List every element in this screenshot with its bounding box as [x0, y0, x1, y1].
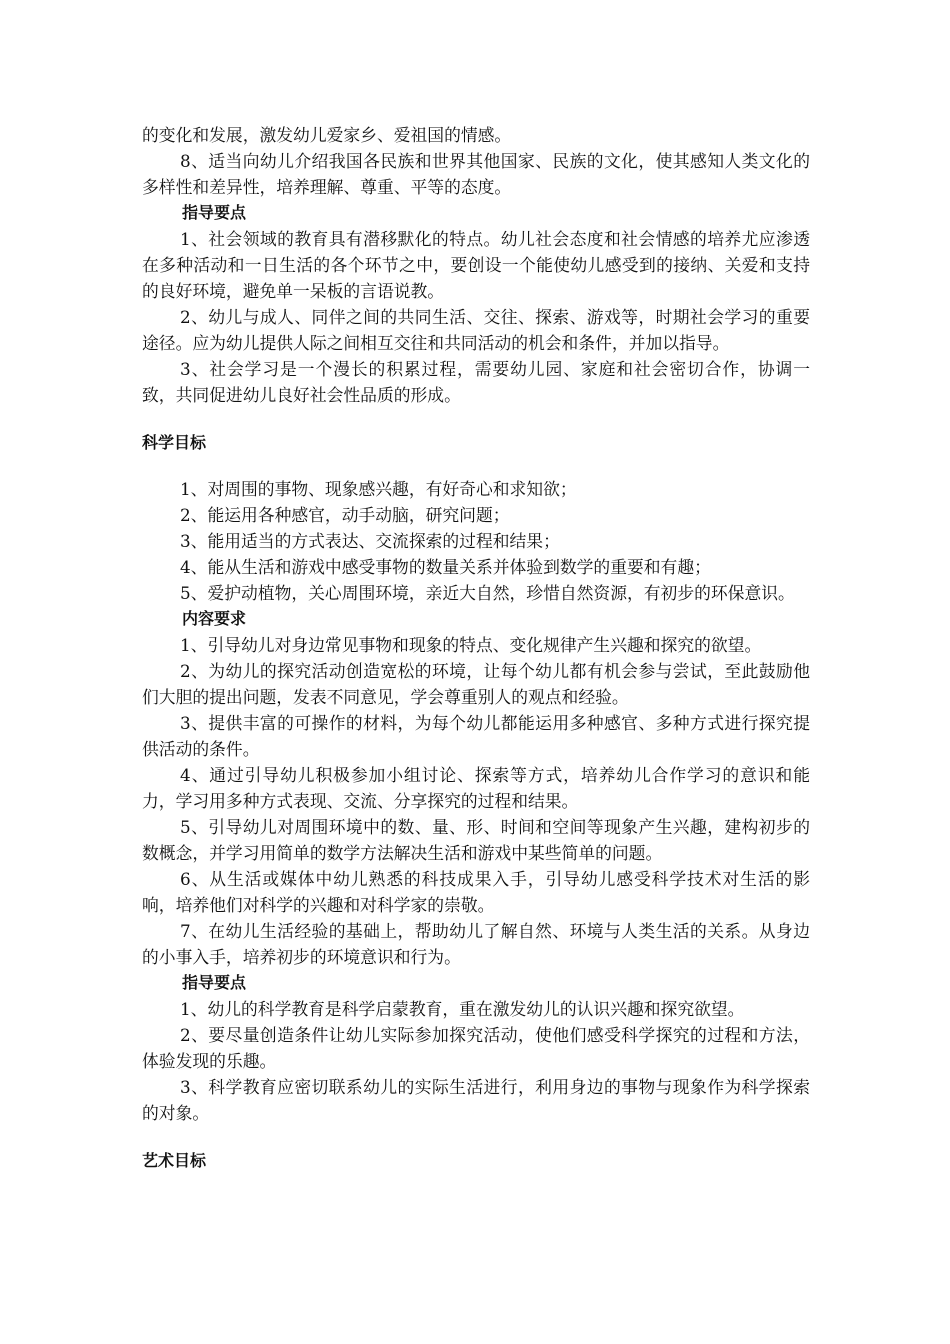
content-item: 6、从生活或媒体中幼儿熟悉的科技成果入手，引导幼儿感受科学技术对生活的影响，培养他们对科学的兴趣和对科学家的崇敬。 [142, 869, 810, 915]
paragraph: 8、适当向幼儿介绍我国各民族和世界其他国家、民族的文化，使其感知人类文化的多样性和差异性，培养理解、尊重、平等的态度。 [142, 151, 810, 197]
paragraph: 2、幼儿与成人、同伴之间的共同生活、交往、探索、游戏等，时期社会学习的重要途径。应为幼儿提供人际之间相互交往和共同活动的机会和条件，并加以指导。 [142, 307, 810, 353]
subheading-content: 内容要求 [182, 609, 247, 628]
section-title-art: 艺术目标 [142, 1151, 207, 1170]
guide-item: 3、科学教育应密切联系幼儿的实际生活进行，利用身边的事物与现象作为科学探索的对象。 [142, 1077, 810, 1123]
subheading-guide: 指导要点 [182, 203, 247, 222]
paragraph: 1、社会领域的教育具有潜移默化的特点。幼儿社会态度和社会情感的培养尤应渗透在多种活动和一日生活的各个环节之中，要创设一个能使幼儿感受到的接纳、关爱和支持的良好环境，避免单一呆板的言语说教。 [142, 229, 810, 301]
paragraph: 3、社会学习是一个漫长的积累过程，需要幼儿园、家庭和社会密切合作，协调一致，共同促进幼儿良好社会性品质的形成。 [142, 359, 810, 405]
content-item: 4、通过引导幼儿积极参加小组讨论、探索等方式，培养幼儿合作学习的意识和能力，学习用多种方式表现、交流、分享探究的过程和结果。 [142, 765, 810, 811]
guide-item: 2、要尽量创造条件让幼儿实际参加探究活动，使他们感受科学探究的过程和方法，体验发现的乐趣。 [142, 1025, 810, 1071]
section-title-science: 科学目标 [142, 433, 207, 452]
document-page [142, 122, 810, 1174]
guide-item: 1、幼儿的科学教育是科学启蒙教育，重在激发幼儿的认识兴趣和探究欲望。 [180, 999, 745, 1019]
science-goal: 1、对周围的事物、现象感兴趣，有好奇心和求知欲； [180, 479, 577, 499]
science-goal: 5、爱护动植物，关心周围环境，亲近大自然，珍惜自然资源，有初步的环保意识。 [180, 583, 795, 603]
content-item: 1、引导幼儿对身边常见事物和现象的特点、变化规律产生兴趣和探究的欲望。 [180, 635, 762, 655]
paragraph: 的变化和发展，激发幼儿爱家乡、爱祖国的情感。 [142, 125, 512, 145]
content-item: 5、引导幼儿对周围环境中的数、量、形、时间和空间等现象产生兴趣，建构初步的数概念，并学习用简单的数学方法解决生活和游戏中某些简单的问题。 [142, 817, 810, 863]
science-goal: 2、能运用各种感官，动手动脑，研究问题； [180, 505, 510, 525]
subheading-guide: 指导要点 [182, 973, 247, 992]
science-goal: 3、能用适当的方式表达、交流探索的过程和结果； [180, 531, 560, 551]
content-item: 2、为幼儿的探究活动创造宽松的环境，让每个幼儿都有机会参与尝试，至此鼓励他们大胆的提出问题，发表不同意见，学会尊重别人的观点和经验。 [142, 661, 810, 707]
science-goal: 4、能从生活和游戏中感受事物的数量关系并体验到数学的重要和有趣； [180, 557, 711, 577]
content-item: 3、提供丰富的可操作的材料，为每个幼儿都能运用多种感官、多种方式进行探究提供活动的条件。 [142, 713, 810, 759]
content-item: 7、在幼儿生活经验的基础上，帮助幼儿了解自然、环境与人类生活的关系。从身边的小事入手，培养初步的环境意识和行为。 [142, 921, 810, 967]
